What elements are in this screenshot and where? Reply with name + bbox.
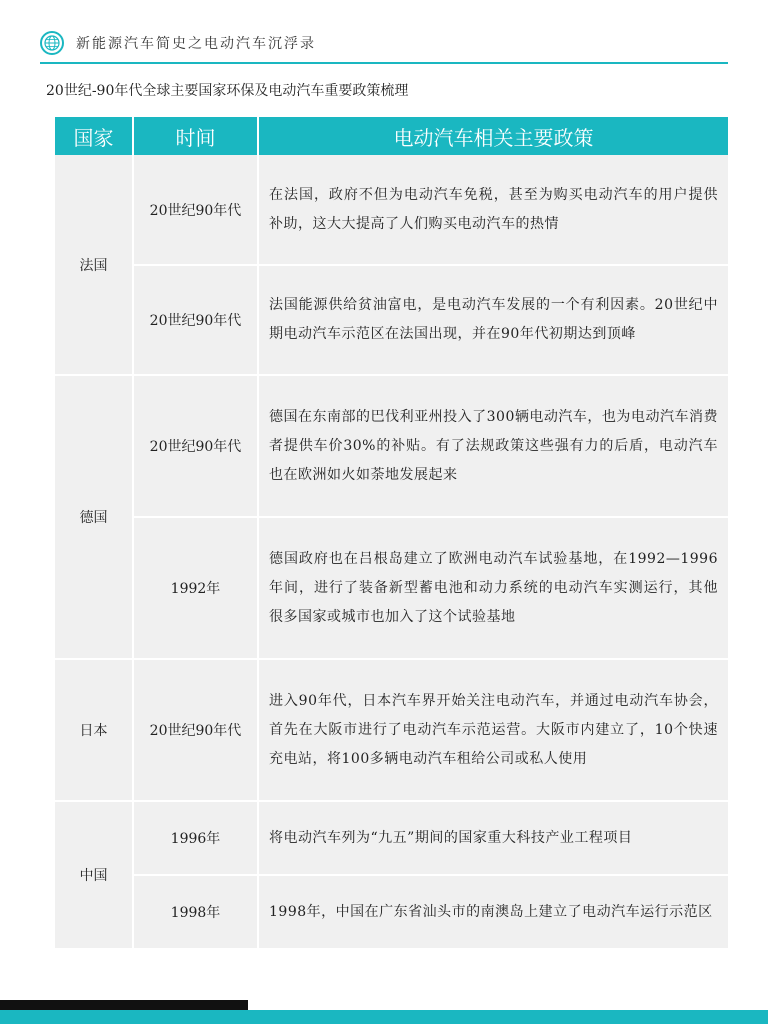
time-cell: 1998年 <box>133 875 258 949</box>
header-divider <box>40 62 728 64</box>
column-header-country: 国家 <box>55 117 133 155</box>
footer-accent-bar <box>0 1000 248 1010</box>
column-header-time: 时间 <box>133 117 258 155</box>
time-cell: 20世纪90年代 <box>133 155 258 265</box>
country-cell-germany: 德国 <box>55 375 133 659</box>
country-cell-china: 中国 <box>55 801 133 949</box>
time-cell: 20世纪90年代 <box>133 659 258 801</box>
column-header-policy: 电动汽车相关主要政策 <box>258 117 728 155</box>
time-cell: 20世纪90年代 <box>133 265 258 375</box>
policy-cell: 进入90年代，日本汽车界开始关注电动汽车，并通过电动汽车协会，首先在大阪市进行了电动汽车示范运营。大阪市内建立了，10个快速充电站，将100多辆电动汽车租给公司或私人使用 <box>258 659 728 801</box>
table-row <box>55 265 728 375</box>
time-cell: 1992年 <box>133 517 258 659</box>
header-title: 新能源汽车简史之电动汽车沉浮录 <box>76 36 316 52</box>
table-row <box>55 375 728 517</box>
table-row <box>55 155 728 265</box>
time-cell: 1996年 <box>133 801 258 875</box>
table-row <box>55 875 728 949</box>
table-row <box>55 659 728 801</box>
policy-cell: 德国政府也在吕根岛建立了欧洲电动汽车试验基地，在1992—1996年间，进行了装备新型蓄电池和动力系统的电动汽车实测运行，其他很多国家或城市也加入了这个试验基地 <box>258 517 728 659</box>
policy-cell: 将电动汽车列为“九五”期间的国家重大科技产业工程项目 <box>258 801 728 875</box>
table-header-row <box>55 117 728 155</box>
page-header <box>40 28 316 58</box>
country-cell-france: 法国 <box>55 155 133 375</box>
table-row <box>55 801 728 875</box>
policy-cell: 法国能源供给贫油富电，是电动汽车发展的一个有利因素。20世纪中期电动汽车示范区在法国出现，并在90年代初期达到顶峰 <box>258 265 728 375</box>
policy-table <box>55 117 728 950</box>
globe-icon <box>40 31 64 55</box>
footer-bar <box>0 1010 768 1024</box>
time-cell: 20世纪90年代 <box>133 375 258 517</box>
country-cell-japan: 日本 <box>55 659 133 801</box>
policy-cell: 在法国，政府不但为电动汽车免税，甚至为购买电动汽车的用户提供补助，这大大提高了人们购买电动汽车的热情 <box>258 155 728 265</box>
table-caption: 20世纪-90年代全球主要国家环保及电动汽车重要政策梳理 <box>46 83 409 99</box>
table-row <box>55 517 728 659</box>
policy-cell: 1998年，中国在广东省汕头市的南澳岛上建立了电动汽车运行示范区 <box>258 875 728 949</box>
policy-cell: 德国在东南部的巴伐利亚州投入了300辆电动汽车，也为电动汽车消费者提供车价30%的补贴。有了法规政策这些强有力的后盾，电动汽车也在欧洲如火如荼地发展起来 <box>258 375 728 517</box>
